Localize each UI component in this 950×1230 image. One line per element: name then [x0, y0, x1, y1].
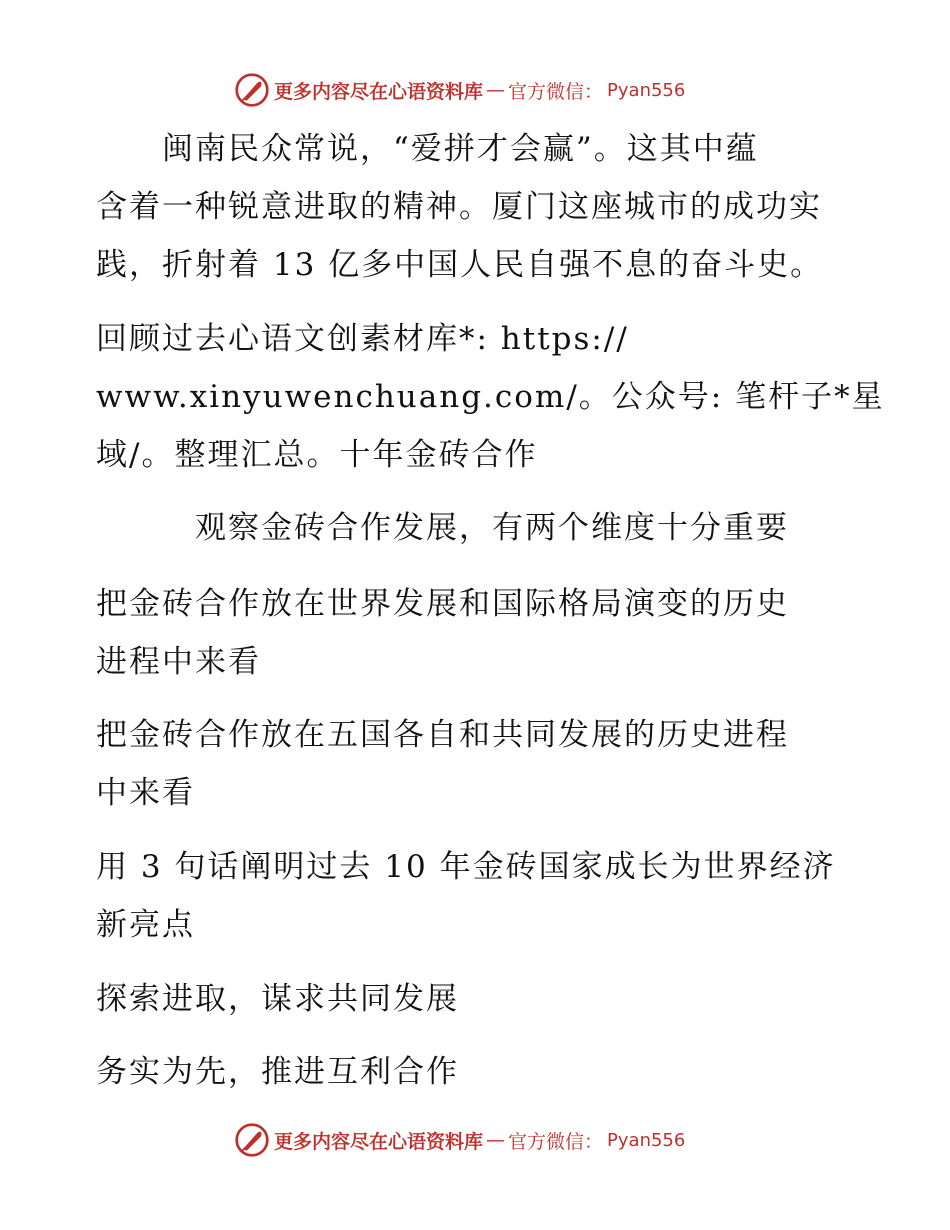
watermark-wechat-label: 官方微信：: [508, 80, 604, 103]
watermark-banner-top: [234, 70, 714, 110]
paragraph-pragmatic: [96, 1043, 866, 1101]
text-line: 闽南民众常说，“爱拼才会赢”。这其中蕴: [96, 131, 759, 167]
text-line: 新亮点: [96, 907, 195, 943]
quill-pen-circle-icon: [234, 72, 270, 108]
text-line: 域/。整理汇总。十年金砖合作: [96, 437, 538, 473]
text-line: www.xinyuwenchuang.com/。公众号: 笔杆子*星: [96, 379, 885, 415]
paragraph-world-view: [96, 575, 866, 691]
text-line: 进程中来看: [96, 644, 261, 680]
text-line: 把金砖合作放在五国各自和共同发展的历史进程: [96, 717, 789, 753]
watermark-site-text: 更多内容尽在心语资料库: [274, 80, 484, 103]
text-line: 践，折射着 13 亿多中国人民自强不息的奋斗史。: [96, 247, 824, 283]
watermark-separator: —: [486, 79, 506, 101]
text-line: 把金砖合作放在世界发展和国际格局演变的历史: [96, 586, 789, 622]
paragraph-explore: [96, 970, 866, 1028]
text-line: 探索进取，谋求共同发展: [96, 981, 459, 1017]
paragraph-dimensions: [96, 499, 866, 557]
watermark-banner-bottom: [234, 1120, 714, 1160]
quill-pen-circle-icon: [234, 1122, 270, 1158]
text-line: 中来看: [96, 775, 195, 811]
text-line: 用 3 句话阐明过去 10 年金砖国家成长为世界经济: [96, 849, 836, 885]
paragraph-five-nations: [96, 706, 866, 822]
paragraph-three-sentences: [96, 838, 866, 954]
watermark-wechat-account: Pyan556: [607, 1129, 686, 1151]
text-line: 务实为先，推进互利合作: [96, 1054, 459, 1090]
watermark-wechat-label: 官方微信：: [508, 1130, 604, 1153]
text-line: 观察金砖合作发展，有两个维度十分重要: [96, 510, 789, 546]
watermark-wechat-account: Pyan556: [607, 79, 686, 101]
paragraph-intro: [96, 120, 866, 294]
paragraph-source: [96, 310, 885, 484]
text-line: 回顾过去心语文创素材库*: https://: [96, 321, 629, 357]
watermark-site-text: 更多内容尽在心语资料库: [274, 1130, 484, 1153]
watermark-separator: —: [486, 1129, 506, 1151]
text-line: 含着一种锐意进取的精神。厦门这座城市的成功实: [96, 189, 822, 225]
